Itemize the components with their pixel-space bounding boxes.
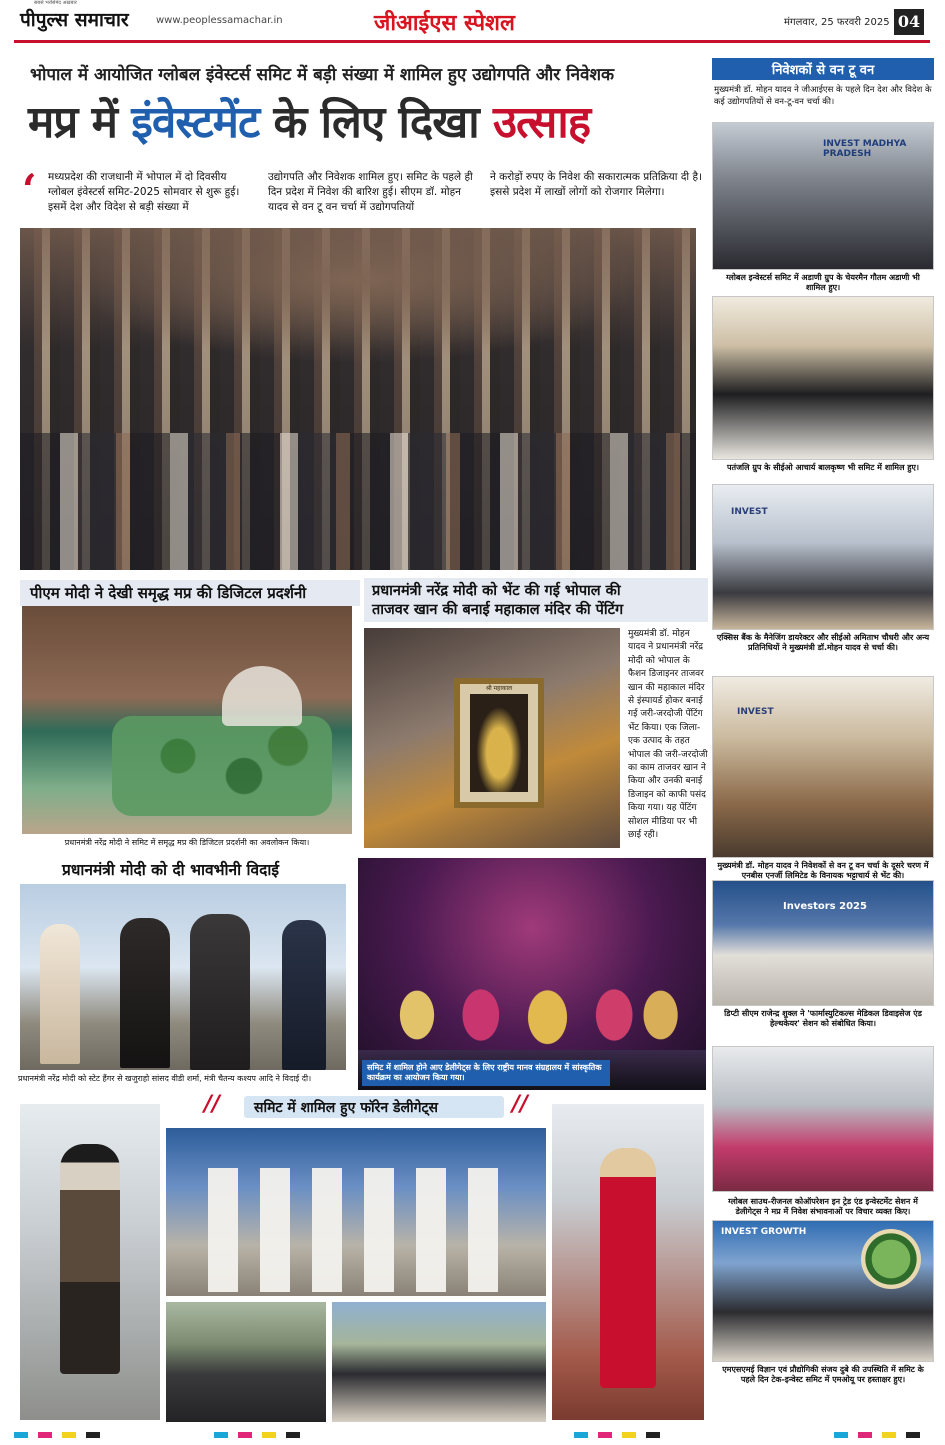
farewell-caption: प्रधानमंत्री नरेंद्र मोदी को स्टेट हैंगर से खजुराहो सांसद वीडी शर्मा, मंत्री चैतन्य कश्यप आदि ने विदाई दी। xyxy=(14,1072,354,1086)
lead-col-1: मध्यप्रदेश की राजधानी में भोपाल में दो दिवसीय ग्लोबल इंवेस्टर्स समिट-2025 सोमवार से शुरू हुई। इसमें देश और विदेश से बड़ी संख्या में xyxy=(48,171,240,213)
painting-photo xyxy=(364,628,620,848)
farewell-title: प्रधानमंत्री मोदी को दी भावभीनी विदाई xyxy=(62,860,280,879)
digital-exhibition-photo xyxy=(22,606,352,834)
delegate-woman-photo xyxy=(20,1104,160,1420)
delegates-men-photo-2 xyxy=(332,1302,546,1422)
sidebar-intro: मुख्यमंत्री डॉ. मोहन यादव ने जीआईएस के पहले दिन देश और विदेश के कई उद्योगपतियों से वन-टू-वन चर्चा की। xyxy=(714,85,932,107)
website-url: www.peoplessamachar.in xyxy=(156,15,283,26)
painting-title-line2: ताजवर खान की बनाई महाकाल मंदिर की पेंटिंग xyxy=(372,601,624,618)
sidebar-caption-1: ग्लोबल इन्वेस्टर्स समिट में अडाणी ग्रुप के चेयरमैन गौतम अडाणी भी शामिल हुए। xyxy=(726,273,920,292)
sidebar-photo-adani: INVEST MADHYA PRADESH xyxy=(712,122,934,270)
sidebar-caption-5: डिप्टी सीएम राजेन्द्र शुक्ल ने 'फार्मास्युटिकल्स मेडिकल डिवाइसेज एंड हेल्थकेयर' सेशन को संबोधित किया। xyxy=(724,1009,922,1028)
sidebar-caption-6: ग्लोबल साउथ-रीजनल कोऑपरेशन इन ट्रेड एंड इन्वेस्टमेंट सेशन में डेलीगेट्स ने मप्र में निवेश संभावनाओं पर विचार व्यक्त किए। xyxy=(728,1197,918,1216)
seal-icon xyxy=(861,1229,921,1289)
painting-body: मुख्यमंत्री डॉ. मोहन यादव ने प्रधानमंत्री नरेंद्र मोदी को भोपाल के फैशन डिजाइनर ताजवर खान की महाकाल मंदिर से इंस्पायर्ड होकर बनाई गई जरी-जरदोजी पेंटिंग भेंट किया। एक जिला-एक उत्पाद के तहत भोपाल की जरी-जरदोजी का काम ताजवर खान ने किया और उनकी बनाई डिजाइन को काफी पसंद किया गया। यह पेंटिंग सोशल मीडिया पर भी छाई रही। xyxy=(628,629,708,841)
farewell-photo xyxy=(20,884,346,1070)
delegates-men-photo-1 xyxy=(166,1302,326,1422)
lead-col-3: ने करोड़ों रुपए के निवेश की सकारात्मक प्रतिक्रिया दी है। इससे प्रदेश में लाखों लोगों को रोजगार मिलेगा। xyxy=(490,171,703,198)
sidebar-photo-shukla: Investors 2025 xyxy=(712,880,934,1006)
digital-title: पीएम मोदी ने देखी समृद्ध मप्र की डिजिटल प्रदर्शनी xyxy=(30,584,307,602)
sidebar-photo-axis: INVEST xyxy=(712,484,934,630)
lead-col-2: उद्योगपति और निवेशक शामिल हुए। समिट के पहले ही दिन प्रदेश में निवेश की बारिश हुई। सीएम डॉ. मोहन यादव से वन टू वन चर्चा में उद्योगपतियों xyxy=(268,171,473,213)
sidebar-photo-mou: INVEST GROWTH xyxy=(712,1220,934,1362)
brand-logo xyxy=(20,6,129,32)
kicker: भोपाल में आयोजित ग्लोबल इंवेस्टर्स समिट में बड़ी संख्या में शामिल हुए उद्योगपति और निवेशक xyxy=(30,65,615,85)
sidebar-caption-7: एमएसएमई विज्ञान एवं प्रौद्योगिकी संजय दुबे की उपस्थिति में समिट के पहले दिन टेक-इन्वेस्ट समिट में एमओयू पर हस्ताक्षर हुए। xyxy=(722,1365,924,1384)
sidebar-photo-patanjali xyxy=(712,296,934,460)
delegates-slash-left: // xyxy=(204,1092,221,1117)
special-banner: जीआईएस स्पेशल xyxy=(374,10,515,36)
digital-caption: प्रधानमंत्री नरेंद्र मोदी ने समिट में समृद्ध मप्र की डिजिटल प्रदर्शनी का अवलोकन किया। xyxy=(22,836,352,850)
quote-mark-icon: ‘ xyxy=(22,165,37,214)
delegate-woman-red-photo xyxy=(552,1104,704,1420)
culture-caption: समिट में शामिल होने आए डेलीगेट्स के लिए राष्ट्रीय मानव संग्रहालय में सांस्कृतिक कार्यक्रम का आयोजन किया गया। xyxy=(362,1060,610,1086)
sidebar-caption-2: पतंजलि ग्रुप के सीईओ आचार्य बालकृष्ण भी समिट में शामिल हुए। xyxy=(727,463,919,472)
page-number: 04 xyxy=(894,9,924,35)
headline: मप्र में इंवेस्टमेंट के लिए दिखा उत्साह xyxy=(28,97,591,148)
delegates-slash-right: // xyxy=(512,1092,529,1117)
registration-strip xyxy=(14,1432,930,1440)
sidebar-title: निवेशकों से वन टू वन xyxy=(771,63,875,78)
painting-frame: श्री महाकाल xyxy=(454,678,544,808)
delegates-title: समिट में शामिल हुए फॉरेन डेलीगेट्स xyxy=(254,1100,438,1116)
sidebar-caption-4: मुख्यमंत्री डॉ. मोहन यादव ने निवेशकों से वन टू वन चर्चा के दूसरे चरण में एनबीस एनर्जी लिमिटेड के विनायक भट्टाचार्य से भेंट की। xyxy=(717,861,929,880)
culture-photo xyxy=(358,858,706,1090)
sidebar-photo-global-south xyxy=(712,1046,934,1192)
sidebar-caption-3: एक्सिस बैंक के मैनेजिंग डायरेक्टर और सीईओ अमिताभ चौधरी और अन्य प्रतिनिधियों ने मुख्यमंत्री डॉ.मोहन यादव से चर्चा की। xyxy=(716,633,930,652)
audience-photo xyxy=(20,228,696,570)
brand-name: पीपुल्स समाचार xyxy=(20,9,129,31)
masthead-rule xyxy=(14,40,930,43)
painting-title-line1: प्रधानमंत्री नरेंद्र मोदी को भेंट की गई भोपाल की xyxy=(372,582,621,599)
masthead xyxy=(0,0,945,46)
sidebar-photo-nbs: INVEST xyxy=(712,676,934,858)
brand-tagline: सबसे भरोसेमंद अख़बार xyxy=(34,0,77,6)
delegates-group-photo xyxy=(166,1128,546,1296)
issue-date: मंगलवार, 25 फरवरी 2025 xyxy=(784,17,890,28)
